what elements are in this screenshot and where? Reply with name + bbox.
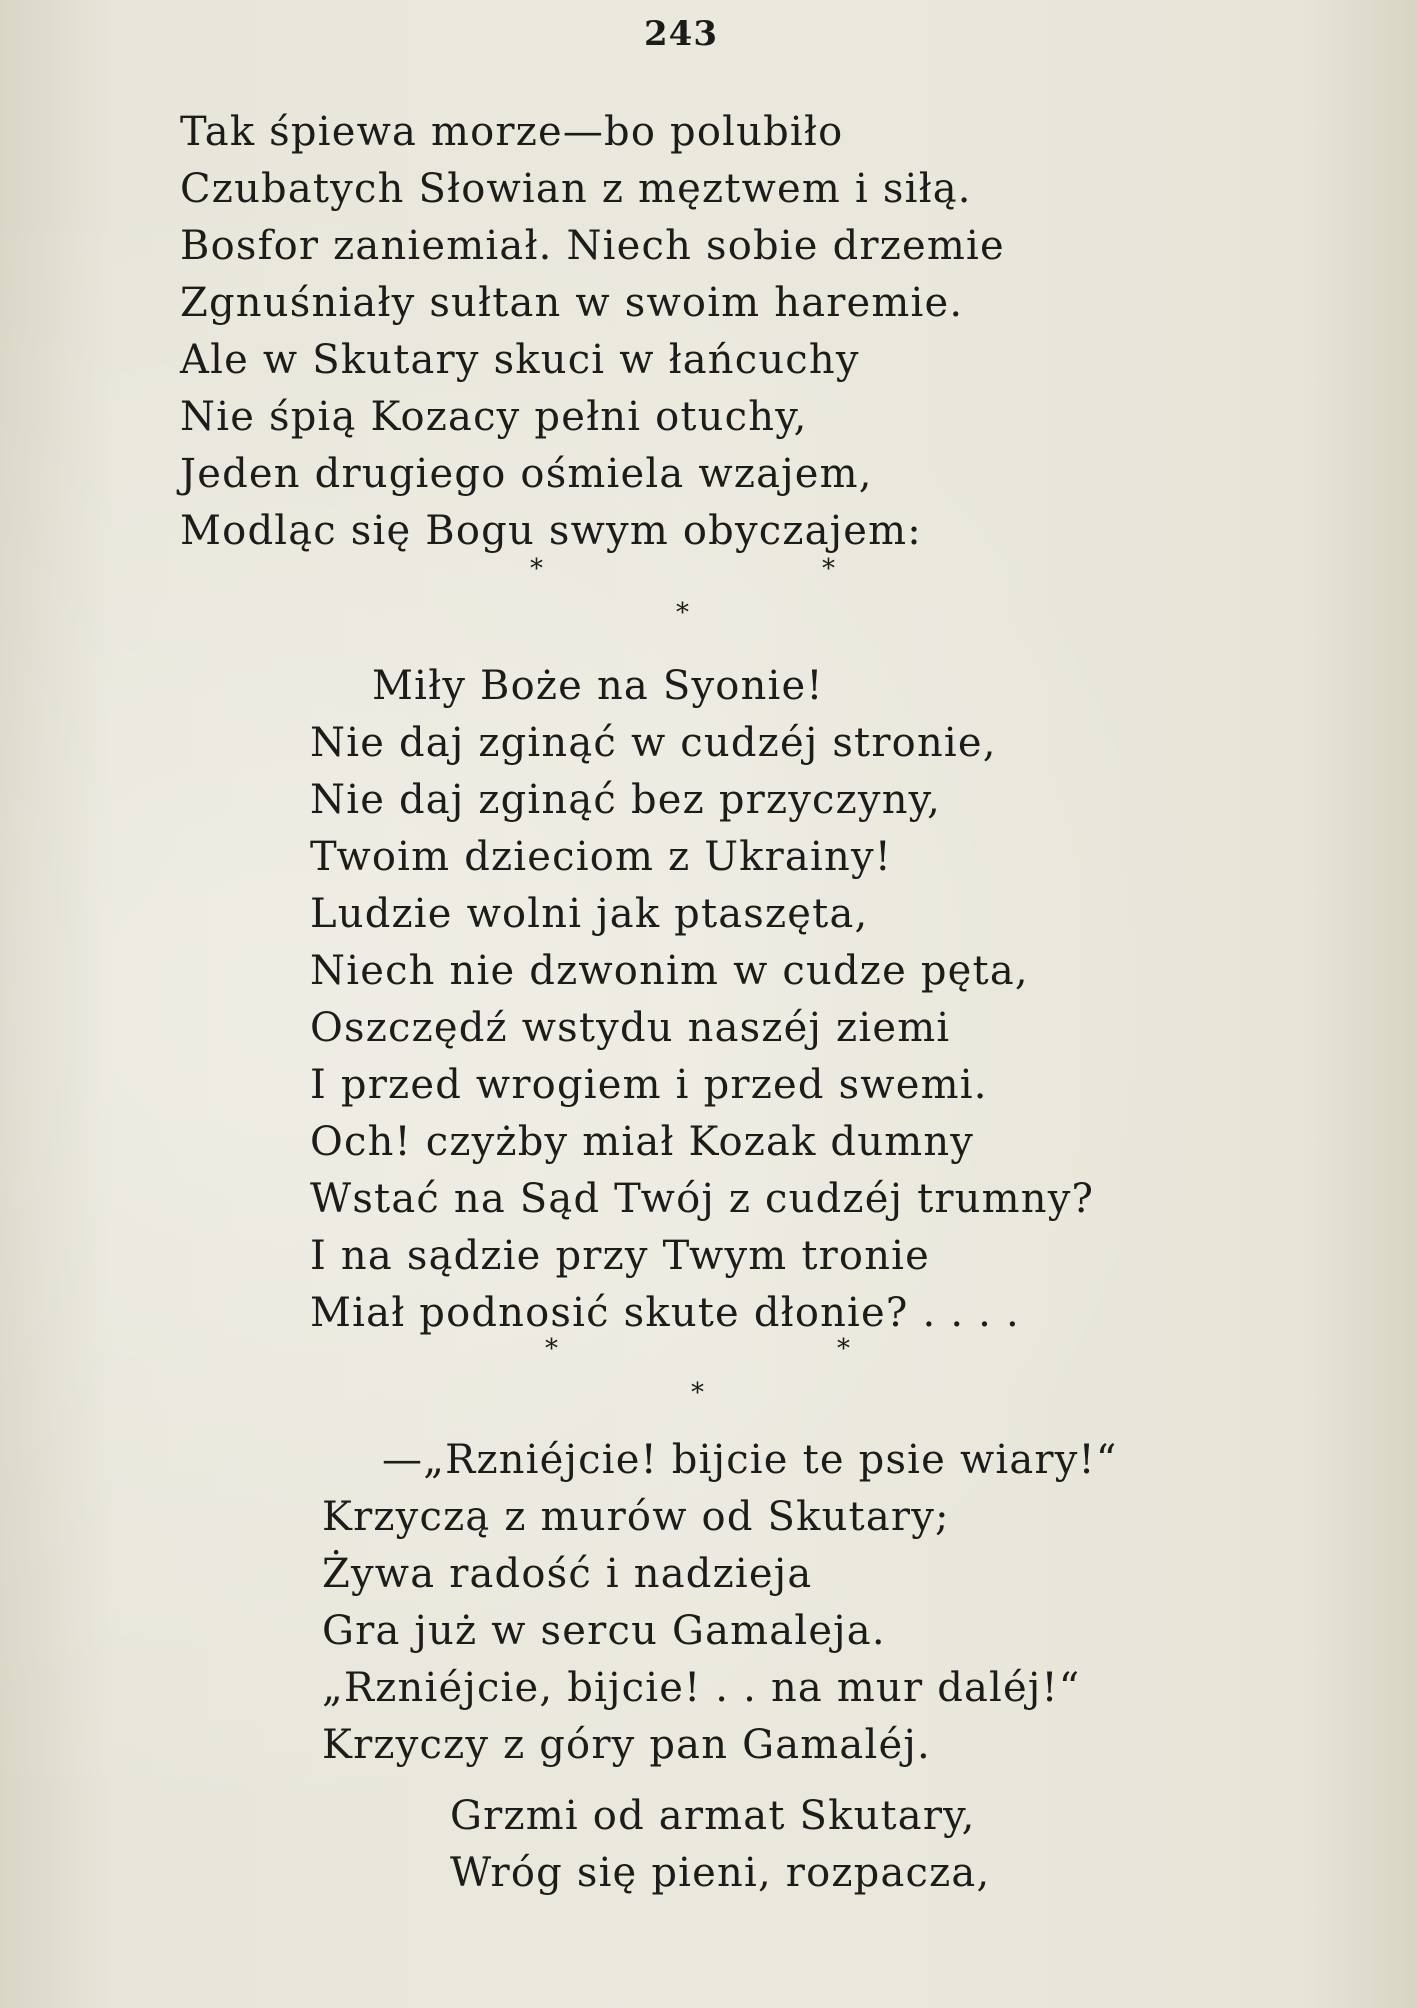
verse-line: Niech nie dzwonim w cudze pęta, bbox=[310, 948, 1029, 994]
verse-line: Och! czyżby miał Kozak dumny bbox=[310, 1119, 975, 1165]
verse-line: Krzyczą z murów od Skutary; bbox=[322, 1494, 950, 1540]
verse-line: I na sądzie przy Twym tronie bbox=[310, 1233, 931, 1279]
page-number: 243 bbox=[644, 14, 718, 54]
verse-line: Czubatych Słowian z męztwem i siłą. bbox=[180, 166, 972, 212]
stanza-4 bbox=[450, 1788, 990, 1902]
verse-line: „Rzniéjcie, bijcie! . . na mur daléj!“ bbox=[322, 1665, 1081, 1711]
asterism-divider bbox=[545, 1334, 850, 1408]
asterisk-glyph: * bbox=[822, 554, 835, 584]
verse-line: Zgnuśniały sułtan w swoim haremie. bbox=[180, 280, 964, 326]
verse-line: Wróg się pieni, rozpacza, bbox=[450, 1850, 991, 1896]
verse-line: Grzmi od armat Skutary, bbox=[450, 1793, 976, 1839]
verse-line: Modląc się Bogu swym obyczajem: bbox=[180, 508, 922, 554]
verse-line: Gra już w sercu Gamaleja. bbox=[322, 1608, 886, 1654]
verse-line: Nie daj zginąć bez przyczyny, bbox=[310, 777, 942, 823]
verse-line: I przed wrogiem i przed swemi. bbox=[310, 1062, 988, 1108]
verse-line: Nie daj zginąć w cudzéj stronie, bbox=[310, 720, 997, 766]
asterisk-glyph: * bbox=[691, 1378, 704, 1408]
stanza-3 bbox=[322, 1432, 1117, 1774]
verse-line: Wstać na Sąd Twój z cudzéj trumny? bbox=[310, 1176, 1095, 1222]
stanza-2 bbox=[310, 658, 1094, 1342]
verse-line: Ale w Skutary skuci w łańcuchy bbox=[180, 337, 860, 383]
verse-line: Ludzie wolni jak ptaszęta, bbox=[310, 891, 869, 937]
asterisk-glyph: * bbox=[545, 1334, 558, 1364]
verse-line: Miły Boże na Syonie! bbox=[372, 663, 824, 709]
asterisk-glyph: * bbox=[676, 598, 689, 628]
verse-line: Nie śpią Kozacy pełni otuchy, bbox=[180, 394, 808, 440]
verse-line: Bosfor zaniemiał. Niech sobie drzemie bbox=[180, 223, 1005, 269]
stanza-1 bbox=[180, 104, 1005, 560]
verse-line: Żywa radość i nadzieja bbox=[322, 1551, 813, 1597]
verse-line: Tak śpiewa morze—bo polubiło bbox=[180, 109, 844, 155]
asterisk-glyph: * bbox=[837, 1334, 850, 1364]
verse-line: Jeden drugiego ośmiela wzajem, bbox=[180, 451, 873, 497]
verse-line: Krzyczy z góry pan Gamaléj. bbox=[322, 1722, 931, 1768]
verse-line: Twoim dzieciom z Ukrainy! bbox=[310, 834, 893, 880]
asterisk-glyph: * bbox=[530, 554, 543, 584]
verse-line: Miał podnosić skute dłonie? . . . . bbox=[310, 1290, 1020, 1336]
verse-line: Oszczędź wstydu naszéj ziemi bbox=[310, 1005, 951, 1051]
asterism-divider bbox=[530, 554, 835, 628]
verse-line: —„Rzniéjcie! bijcie te psie wiary!“ bbox=[382, 1437, 1118, 1483]
